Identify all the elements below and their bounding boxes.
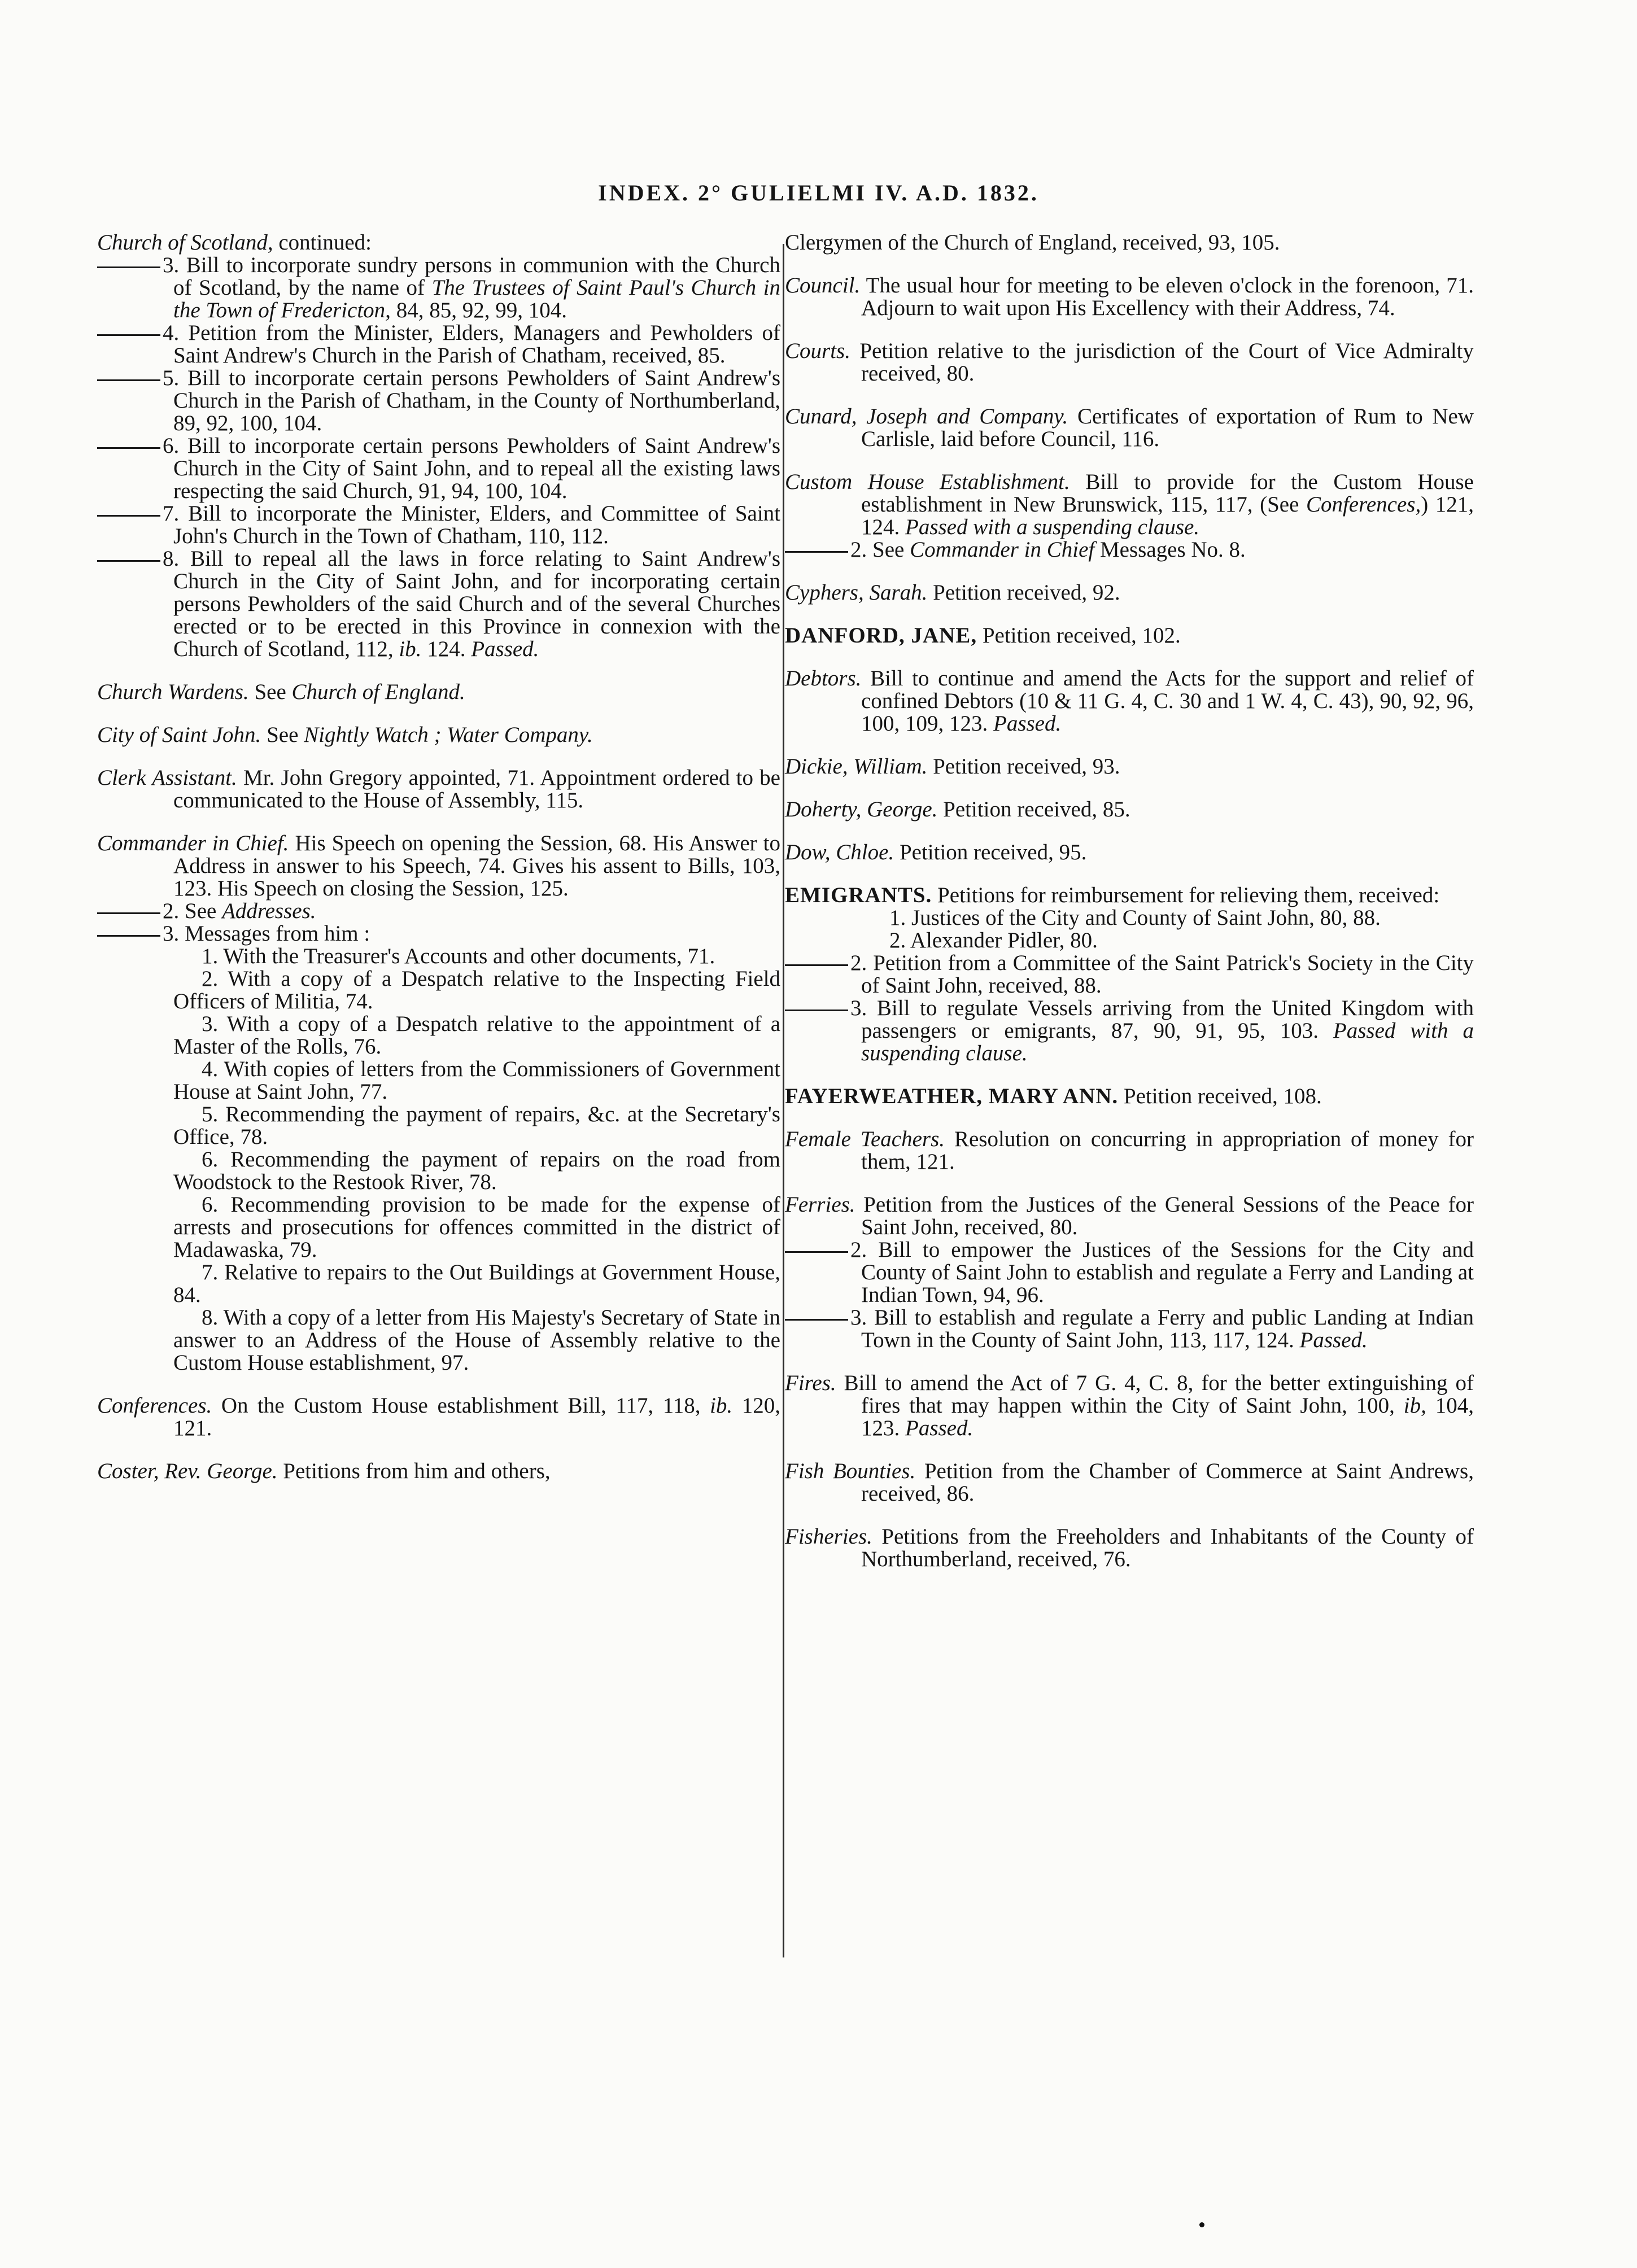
message-item: 3. With a copy of a Despatch relative to the appointment of a Master of the Rolls, 76. bbox=[173, 1012, 780, 1059]
subentry-ferries-3: 3. Bill to establish and regulate a Ferry and public Landing at Indian Town in the County of Saint John, 113, 117, 124. Passed. bbox=[785, 1306, 1474, 1352]
entry-commander-in-chief: Commander in Chief. His Speech on opening the Session, 68. His Answer to Address in answer to his Speech, 74. Gives his assent to Bills, 103, 123. His Speech on closing the Session, 125. bbox=[97, 831, 780, 901]
message-item: 1. With the Treasurer's Accounts and other documents, 71. bbox=[202, 944, 715, 968]
subentry-commander-2: 2. See Addresses. bbox=[97, 900, 780, 923]
dash-rule bbox=[785, 1010, 848, 1011]
entry-coster: Coster, Rev. George. Petitions from him and others, bbox=[97, 1459, 551, 1483]
entry-fayerweather: FAYERWEATHER, MARY ANN. Petition received, 108. bbox=[785, 1084, 1322, 1108]
entry-clerk-assistant: Clerk Assistant. Mr. John Gregory appointed, 71. Appointment ordered to be communicated to the House of Assembly, 115. bbox=[97, 766, 780, 812]
left-column bbox=[97, 231, 780, 1483]
message-item: 8. With a copy of a letter from His Majesty's Secretary of State in answer to an Address of the House of Assembly relative to the Custom House establishment, 97. bbox=[173, 1305, 780, 1375]
entry-cunard: Cunard, Joseph and Company. Certificates of exportation of Rum to New Carlisle, laid before Council, 116. bbox=[785, 404, 1474, 451]
entry-cyphers: Cyphers, Sarah. Petition received, 92. bbox=[785, 580, 1120, 605]
subentry-scotland-5: 5. Bill to incorporate certain persons Pewholders of Saint Andrew's Church in the Parish of Chatham, in the County of Northumberland, 89, 92, 100, 104. bbox=[97, 367, 780, 435]
message-item: 6. Recommending the payment of repairs on the road from Woodstock to the Restook River, 78. bbox=[173, 1147, 780, 1194]
message-item: 2. With a copy of a Despatch relative to the Inspecting Field Officers of Militia, 74. bbox=[173, 967, 780, 1013]
subentry-custom-house-2: 2. See Commander in Chief Messages No. 8. bbox=[785, 539, 1474, 561]
entry-church-of-scotland-continued: Church of Scotland, continued: bbox=[97, 230, 372, 255]
subentry-emigrants-2: 2. Petition from a Committee of the Saint Patrick's Society in the City of Saint John, received, 88. bbox=[785, 952, 1474, 997]
dash-rule bbox=[97, 560, 160, 562]
message-item: 7. Relative to repairs to the Out Buildings at Government House, 84. bbox=[173, 1260, 780, 1307]
dash-rule bbox=[97, 266, 160, 268]
entry-fisheries: Fisheries. Petitions from the Freeholders and Inhabitants of the County of Northumberland, received, 76. bbox=[785, 1524, 1474, 1571]
entry-fires: Fires. Bill to amend the Act of 7 G. 4, C. 8, for the better extinguishing of fires that may happen within the City of Saint John, 100, ib, 104, 123. Passed. bbox=[785, 1371, 1474, 1440]
page-title: INDEX. 2° GULIELMI IV. A.D. 1832. bbox=[598, 180, 1039, 206]
entry-danford: DANFORD, JANE, Petition received, 102. bbox=[785, 623, 1181, 648]
dash-rule bbox=[785, 1319, 848, 1321]
subentry-ferries-2: 2. Bill to empower the Justices of the Sessions for the City and County of Saint John to establish and regulate a Ferry and Landing at Indian Town, 94, 96. bbox=[785, 1239, 1474, 1306]
dash-rule bbox=[785, 964, 848, 966]
subentry-emigrants-3: 3. Bill to regulate Vessels arriving from the United Kingdom with passengers or emigrants, 87, 90, 91, 95, 103. Passed with a suspending clause. bbox=[785, 997, 1474, 1065]
printer-mark bbox=[1199, 2222, 1204, 2227]
dash-rule bbox=[97, 935, 160, 937]
emigrants-item: 2. Alexander Pidler, 80. bbox=[889, 928, 1098, 952]
dash-rule bbox=[785, 1251, 848, 1253]
message-item: 5. Recommending the payment of repairs, &c. at the Secretary's Office, 78. bbox=[173, 1102, 780, 1149]
entry-church-wardens: Church Wardens. See Church of England. bbox=[97, 680, 465, 704]
subentry-scotland-4: 4. Petition from the Minister, Elders, Managers and Pewholders of Saint Andrew's Church in the Parish of Chatham, received, 85. bbox=[97, 322, 780, 367]
dash-rule bbox=[97, 515, 160, 517]
subentry-scotland-3: 3. Bill to incorporate sundry persons in communion with the Church of Scotland, by the name of The Trustees of Saint Paul's Church in the Town of Fredericton, 84, 85, 92, 99, 104. bbox=[97, 254, 780, 322]
right-column bbox=[785, 231, 1474, 1571]
emigrants-item: 1. Justices of the City and County of Saint John, 80, 88. bbox=[889, 906, 1381, 930]
dash-rule bbox=[785, 551, 848, 553]
entry-female-teachers: Female Teachers. Resolution on concurring in appropriation of money for them, 121. bbox=[785, 1127, 1474, 1174]
column-divider bbox=[783, 244, 784, 1957]
entry-custom-house: Custom House Establishment. Bill to provide for the Custom House establishment in New Brunswick, 115, 117, (See Conferences,) 121, 124. Passed with a suspending clause. bbox=[785, 470, 1474, 539]
dash-rule bbox=[97, 334, 160, 336]
dash-rule bbox=[97, 379, 160, 381]
entry-fish-bounties: Fish Bounties. Petition from the Chamber of Commerce at Saint Andrews, received, 86. bbox=[785, 1459, 1474, 1506]
entry-council: Council. The usual hour for meeting to be eleven o'clock in the forenoon, 71. Adjourn to wait upon His Excellency with their Address, 74. bbox=[785, 273, 1474, 320]
message-item: 6. Recommending provision to be made for the expense of arrests and prosecutions for offences committed in the district of Madawaska, 79. bbox=[173, 1192, 780, 1262]
entry-dickie: Dickie, William. Petition received, 93. bbox=[785, 754, 1120, 779]
entry-ferries: Ferries. Petition from the Justices of the General Sessions of the Peace for Saint John, received, 80. bbox=[785, 1192, 1474, 1239]
entry-city-of-saint-john: City of Saint John. See Nightly Watch ; Water Company. bbox=[97, 723, 593, 747]
subentry-commander-3: 3. Messages from him : bbox=[97, 923, 780, 945]
subentry-scotland-7: 7. Bill to incorporate the Minister, Elders, and Committee of Saint John's Church in the Town of Chatham, 110, 112. bbox=[97, 502, 780, 548]
entry-dow: Dow, Chloe. Petition received, 95. bbox=[785, 840, 1087, 864]
subentry-scotland-6: 6. Bill to incorporate certain persons Pewholders of Saint Andrew's Church in the City of Saint John, and to repeal all the existing laws respecting the said Church, 91, 94, 100, 104. bbox=[97, 435, 780, 502]
entry-courts: Courts. Petition relative to the jurisdiction of the Court of Vice Admiralty received, 80. bbox=[785, 339, 1474, 386]
entry-coster-continued: Clergymen of the Church of England, received, 93, 105. bbox=[785, 230, 1280, 255]
entry-emigrants: EMIGRANTS. Petitions for reimbursement for relieving them, received: bbox=[785, 883, 1440, 907]
entry-doherty: Doherty, George. Petition received, 85. bbox=[785, 797, 1130, 821]
message-item: 4. With copies of letters from the Commissioners of Government House at Saint John, 77. bbox=[173, 1057, 780, 1104]
subentry-scotland-8: 8. Bill to repeal all the laws in force relating to Saint Andrew's Church in the City of Saint John, and for incorporating certain persons Pewholders of the said Church and of the several Churches erected or to be erected in this Province in connexion with the Church of Scotland, 112, ib. 124. Passed. bbox=[97, 548, 780, 661]
entry-conferences: Conferences. On the Custom House establishment Bill, 117, 118, ib. 120, 121. bbox=[97, 1393, 780, 1440]
entry-debtors: Debtors. Bill to continue and amend the Acts for the support and relief of confined Debtors (10 & 11 G. 4, C. 30 and 1 W. 4, C. 43), 90, 92, 96, 100, 109, 123. Passed. bbox=[785, 666, 1474, 736]
dash-rule bbox=[97, 912, 160, 914]
dash-rule bbox=[97, 447, 160, 449]
